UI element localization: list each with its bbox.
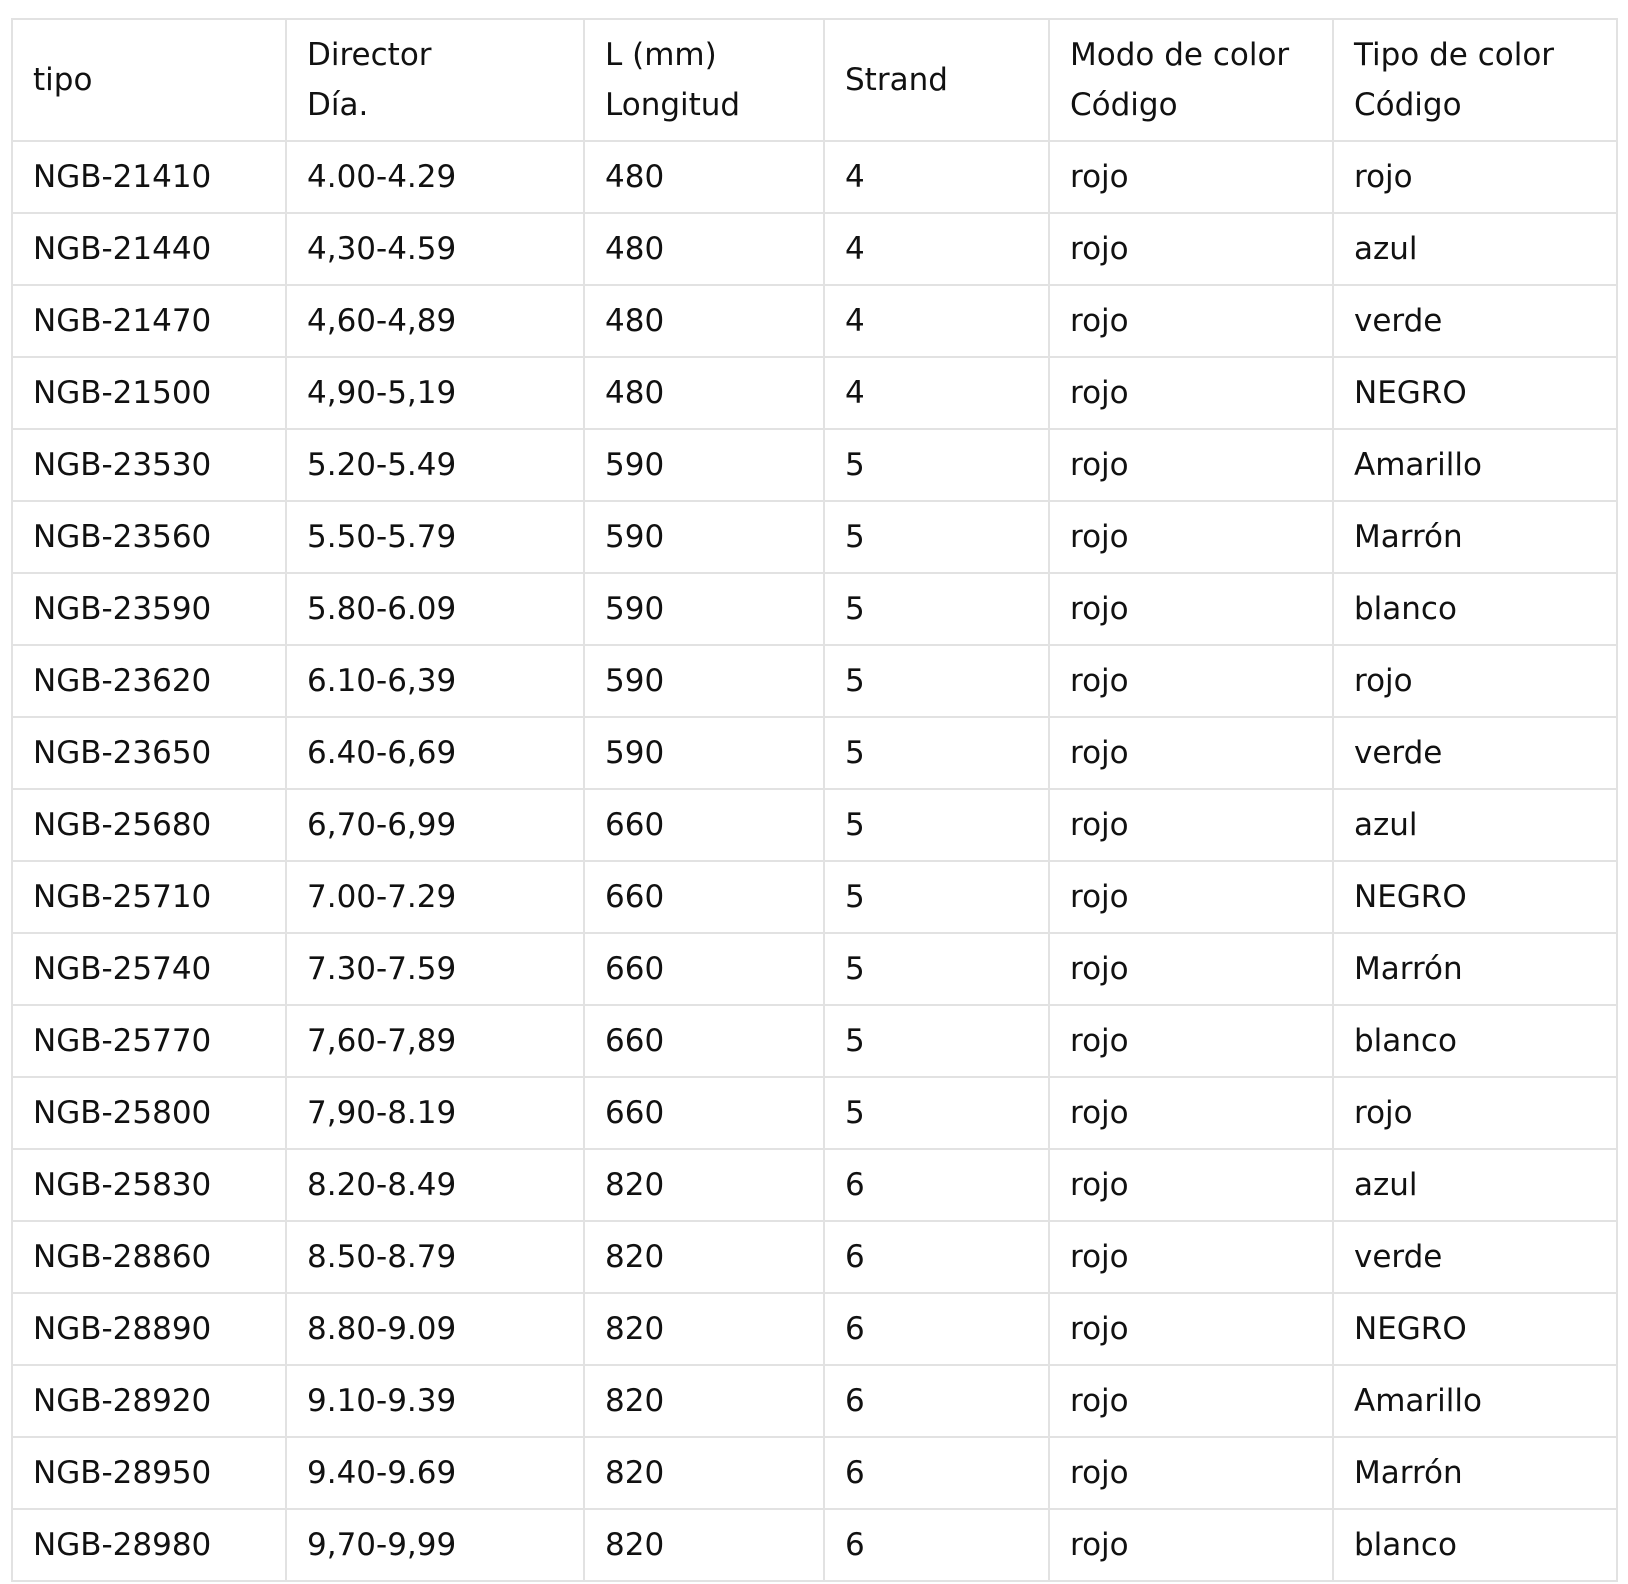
table-cell: rojo xyxy=(1049,645,1333,717)
table-cell: 4.00-4.29 xyxy=(286,141,584,213)
table-cell: rojo xyxy=(1049,1221,1333,1293)
table-cell: NEGRO xyxy=(1333,1293,1617,1365)
table-cell: 7.30-7.59 xyxy=(286,933,584,1005)
table-cell: 660 xyxy=(584,1077,824,1149)
table-cell: 820 xyxy=(584,1365,824,1437)
table-cell: 6 xyxy=(824,1149,1049,1221)
table-cell: 590 xyxy=(584,501,824,573)
column-header-line: Código xyxy=(1354,87,1462,123)
table-cell: rojo xyxy=(1049,501,1333,573)
table-cell: 5 xyxy=(824,933,1049,1005)
column-header-line: Strand xyxy=(845,62,948,98)
table-cell: 6 xyxy=(824,1221,1049,1293)
table-header xyxy=(12,19,1617,141)
table-cell: 480 xyxy=(584,357,824,429)
column-header xyxy=(584,19,824,141)
table-row xyxy=(12,1365,1617,1437)
table-cell: 8.20-8.49 xyxy=(286,1149,584,1221)
table-row xyxy=(12,1221,1617,1293)
column-header xyxy=(12,19,286,141)
table-cell: rojo xyxy=(1049,789,1333,861)
table-cell: 4 xyxy=(824,141,1049,213)
table-row xyxy=(12,141,1617,213)
table-cell: rojo xyxy=(1049,357,1333,429)
table-cell: rojo xyxy=(1049,1293,1333,1365)
table-cell: 7,60-7,89 xyxy=(286,1005,584,1077)
table-cell: NGB-28860 xyxy=(12,1221,286,1293)
table-cell: 660 xyxy=(584,933,824,1005)
table-cell: 5 xyxy=(824,861,1049,933)
column-header xyxy=(1049,19,1333,141)
spec-table-container xyxy=(11,18,1618,1582)
table-cell: 480 xyxy=(584,141,824,213)
table-cell: verde xyxy=(1333,1221,1617,1293)
table-cell: 5 xyxy=(824,573,1049,645)
table-cell: rojo xyxy=(1049,861,1333,933)
table-cell: NGB-21470 xyxy=(12,285,286,357)
table-cell: rojo xyxy=(1333,141,1617,213)
column-header-line: Tipo de color xyxy=(1354,37,1555,73)
table-cell: 5 xyxy=(824,717,1049,789)
table-cell: 7,90-8.19 xyxy=(286,1077,584,1149)
table-cell: 6,70-6,99 xyxy=(286,789,584,861)
table-cell: rojo xyxy=(1049,285,1333,357)
table-cell: 8.50-8.79 xyxy=(286,1221,584,1293)
table-row xyxy=(12,1437,1617,1509)
table-cell: blanco xyxy=(1333,1509,1617,1581)
spec-table xyxy=(11,18,1618,1582)
table-cell: 4,30-4.59 xyxy=(286,213,584,285)
table-row xyxy=(12,1509,1617,1581)
table-cell: rojo xyxy=(1049,1149,1333,1221)
table-cell: azul xyxy=(1333,789,1617,861)
table-row xyxy=(12,645,1617,717)
table-cell: 5 xyxy=(824,1005,1049,1077)
table-cell: 6.10-6,39 xyxy=(286,645,584,717)
table-cell: Amarillo xyxy=(1333,429,1617,501)
table-body xyxy=(12,141,1617,1581)
table-cell: rojo xyxy=(1049,141,1333,213)
table-cell: NGB-28920 xyxy=(12,1365,286,1437)
table-cell: NEGRO xyxy=(1333,861,1617,933)
table-cell: NGB-25710 xyxy=(12,861,286,933)
table-cell: 5 xyxy=(824,789,1049,861)
table-cell: rojo xyxy=(1049,1005,1333,1077)
table-cell: NGB-23620 xyxy=(12,645,286,717)
table-row xyxy=(12,357,1617,429)
table-cell: NGB-23650 xyxy=(12,717,286,789)
table-cell: 820 xyxy=(584,1221,824,1293)
table-cell: rojo xyxy=(1049,213,1333,285)
table-cell: rojo xyxy=(1049,717,1333,789)
table-cell: NGB-21440 xyxy=(12,213,286,285)
table-cell: rojo xyxy=(1049,1077,1333,1149)
table-cell: NGB-28980 xyxy=(12,1509,286,1581)
table-cell: blanco xyxy=(1333,573,1617,645)
table-cell: rojo xyxy=(1049,1437,1333,1509)
table-cell: 9.40-9.69 xyxy=(286,1437,584,1509)
table-cell: 820 xyxy=(584,1149,824,1221)
header-row xyxy=(12,19,1617,141)
table-row xyxy=(12,1149,1617,1221)
table-cell: 590 xyxy=(584,645,824,717)
column-header-line: tipo xyxy=(33,62,93,98)
table-cell: Amarillo xyxy=(1333,1365,1617,1437)
table-cell: NGB-23530 xyxy=(12,429,286,501)
table-cell: 5.20-5.49 xyxy=(286,429,584,501)
table-cell: 820 xyxy=(584,1437,824,1509)
column-header xyxy=(1333,19,1617,141)
table-row xyxy=(12,789,1617,861)
table-row xyxy=(12,213,1617,285)
table-cell: 5 xyxy=(824,429,1049,501)
table-cell: 4 xyxy=(824,357,1049,429)
table-cell: 590 xyxy=(584,573,824,645)
table-cell: 6 xyxy=(824,1365,1049,1437)
table-cell: NGB-28950 xyxy=(12,1437,286,1509)
table-cell: NGB-21410 xyxy=(12,141,286,213)
column-header-line: Modo de color xyxy=(1070,37,1290,73)
table-cell: 5.50-5.79 xyxy=(286,501,584,573)
table-cell: NGB-25740 xyxy=(12,933,286,1005)
table-cell: azul xyxy=(1333,213,1617,285)
table-row xyxy=(12,717,1617,789)
column-header-line: Director xyxy=(307,37,432,73)
table-cell: rojo xyxy=(1049,429,1333,501)
table-row xyxy=(12,429,1617,501)
column-header xyxy=(286,19,584,141)
table-cell: 590 xyxy=(584,717,824,789)
table-cell: Marrón xyxy=(1333,933,1617,1005)
column-header xyxy=(824,19,1049,141)
table-row xyxy=(12,285,1617,357)
table-cell: 9.10-9.39 xyxy=(286,1365,584,1437)
table-cell: 5.80-6.09 xyxy=(286,573,584,645)
table-cell: 4 xyxy=(824,213,1049,285)
table-cell: NGB-28890 xyxy=(12,1293,286,1365)
column-header-line: Día. xyxy=(307,87,369,123)
table-cell: 820 xyxy=(584,1293,824,1365)
table-cell: NGB-25770 xyxy=(12,1005,286,1077)
table-cell: rojo xyxy=(1049,933,1333,1005)
table-cell: blanco xyxy=(1333,1005,1617,1077)
table-cell: 6 xyxy=(824,1509,1049,1581)
table-cell: NGB-25680 xyxy=(12,789,286,861)
table-cell: 7.00-7.29 xyxy=(286,861,584,933)
table-row xyxy=(12,861,1617,933)
table-cell: rojo xyxy=(1333,1077,1617,1149)
table-row xyxy=(12,933,1617,1005)
table-cell: rojo xyxy=(1049,1509,1333,1581)
table-cell: 480 xyxy=(584,213,824,285)
table-cell: NGB-23560 xyxy=(12,501,286,573)
column-header-line: Longitud xyxy=(605,87,741,123)
table-cell: 4 xyxy=(824,285,1049,357)
table-cell: 660 xyxy=(584,1005,824,1077)
table-cell: rojo xyxy=(1049,1365,1333,1437)
table-row xyxy=(12,1005,1617,1077)
column-header-line: Código xyxy=(1070,87,1178,123)
table-cell: 6 xyxy=(824,1293,1049,1365)
table-cell: 4,90-5,19 xyxy=(286,357,584,429)
table-row xyxy=(12,501,1617,573)
table-cell: 5 xyxy=(824,645,1049,717)
table-cell: NGB-23590 xyxy=(12,573,286,645)
column-header-line: L (mm) xyxy=(605,37,717,73)
table-cell: 480 xyxy=(584,285,824,357)
table-cell: rojo xyxy=(1333,645,1617,717)
table-row xyxy=(12,1293,1617,1365)
table-cell: Marrón xyxy=(1333,501,1617,573)
table-cell: 820 xyxy=(584,1509,824,1581)
table-row xyxy=(12,1077,1617,1149)
table-cell: NGB-21500 xyxy=(12,357,286,429)
table-cell: 660 xyxy=(584,789,824,861)
table-cell: verde xyxy=(1333,717,1617,789)
table-row xyxy=(12,573,1617,645)
table-cell: 660 xyxy=(584,861,824,933)
table-cell: 5 xyxy=(824,501,1049,573)
table-cell: NGB-25830 xyxy=(12,1149,286,1221)
table-cell: verde xyxy=(1333,285,1617,357)
table-cell: 9,70-9,99 xyxy=(286,1509,584,1581)
table-cell: 6.40-6,69 xyxy=(286,717,584,789)
table-cell: 8.80-9.09 xyxy=(286,1293,584,1365)
table-cell: azul xyxy=(1333,1149,1617,1221)
table-cell: rojo xyxy=(1049,573,1333,645)
table-cell: Marrón xyxy=(1333,1437,1617,1509)
table-cell: 590 xyxy=(584,429,824,501)
table-cell: 5 xyxy=(824,1077,1049,1149)
table-cell: NEGRO xyxy=(1333,357,1617,429)
table-cell: NGB-25800 xyxy=(12,1077,286,1149)
table-cell: 6 xyxy=(824,1437,1049,1509)
table-cell: 4,60-4,89 xyxy=(286,285,584,357)
